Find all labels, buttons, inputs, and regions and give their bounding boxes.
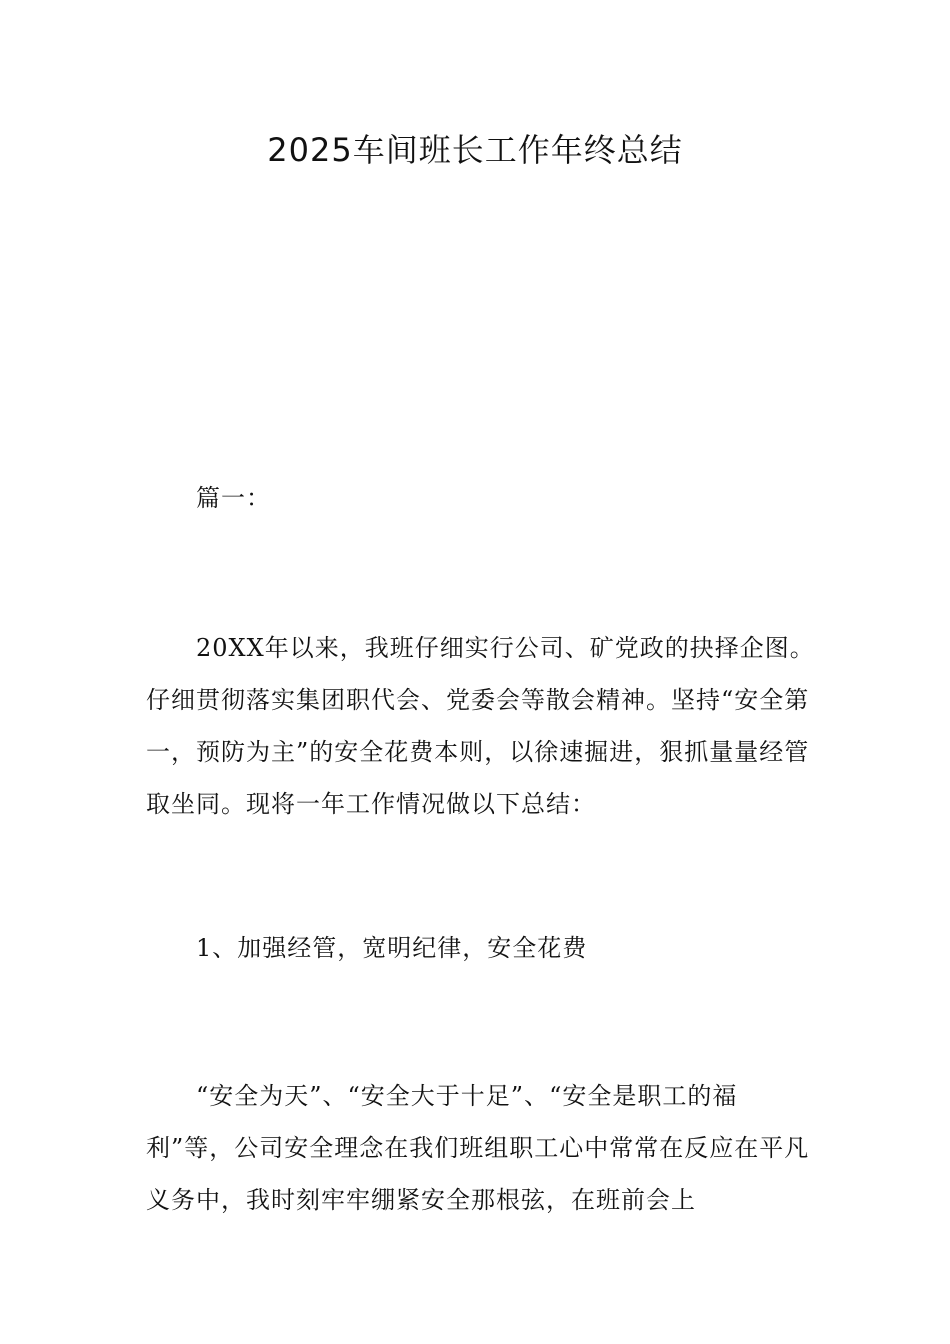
document-title: 2025车间班长工作年终总结 (267, 131, 683, 169)
section-1-heading: 1、加强经管，宽明纪律，安全花费 (196, 934, 588, 962)
section-1-paragraph: “安全为天”、“安全大于十足”、“安全是职工的福利”等，公司安全理念在我们班组职工心中常常在反应在平凡义务中，我时刻牢牢绷紧安全那根弦，在班前会上 (146, 1082, 810, 1214)
intro-paragraph: 20XX年以来，我班仔细实行公司、矿党政的抉择企图。仔细贯彻落实集团职代会、党委会等散会精神。坚持“安全第一，预防为主”的安全花费本则，以徐速掘进，狠抓量量经管取坐同。现将一年工作情况做以下总结： (146, 634, 815, 818)
part-label: 篇一： (196, 484, 271, 512)
